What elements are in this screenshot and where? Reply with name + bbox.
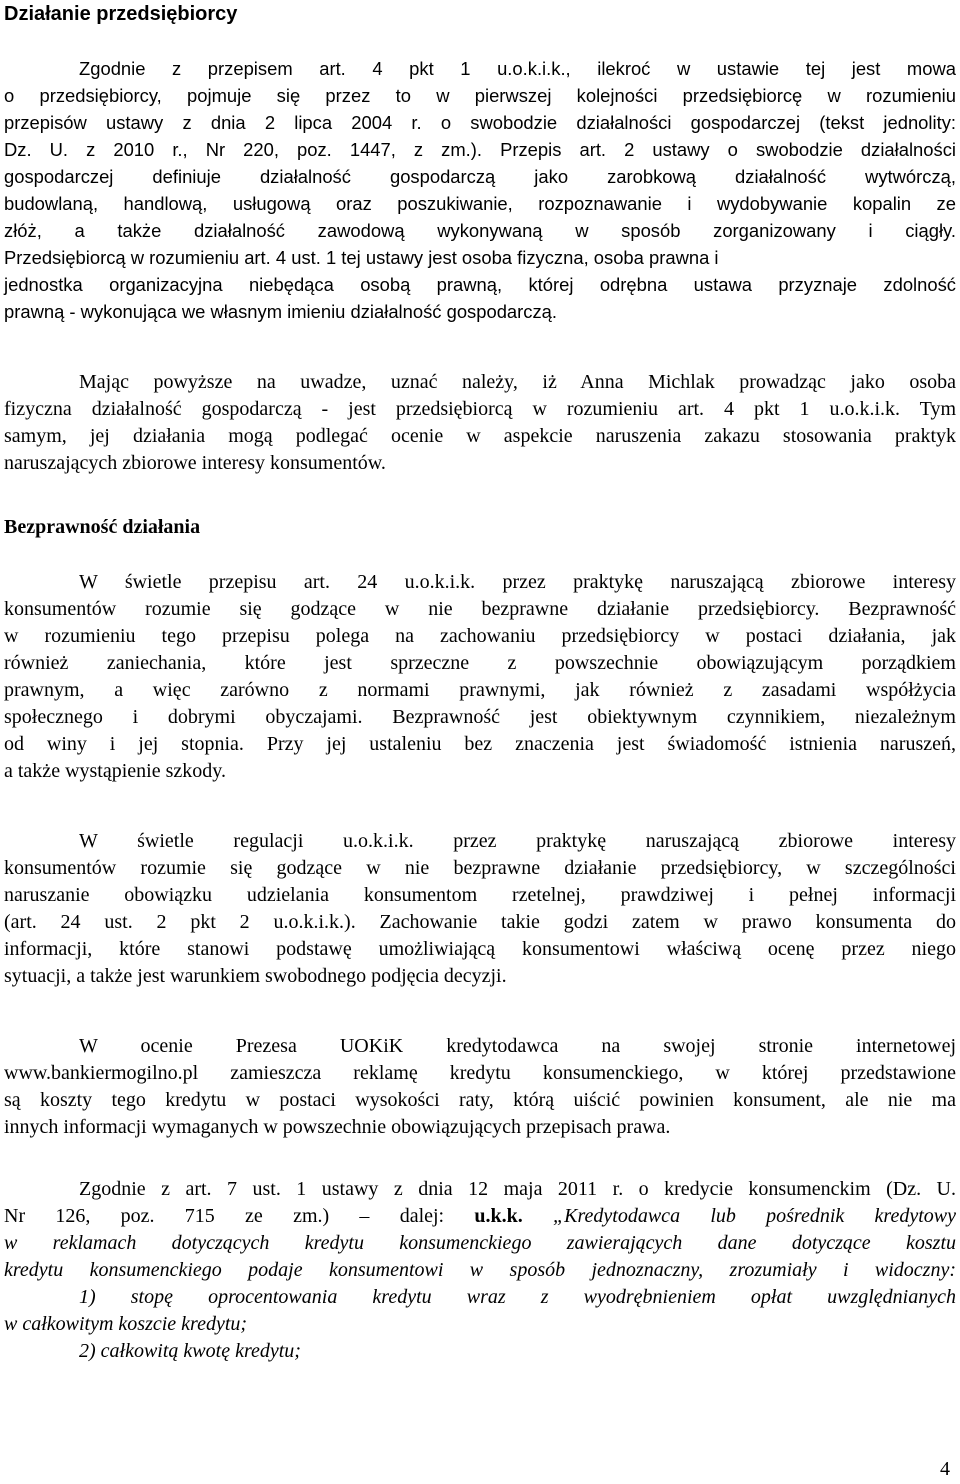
paragraph-line: Zgodnie z art. 7 ust. 1 ustawy z dnia 12 maja 2011 r. o kredycie konsumenckim (Dz. U. (79, 1178, 956, 1200)
paragraph-text: Nr 126, poz. 715 ze zm.) – dalej: (4, 1205, 475, 1227)
quote-line: kredytu konsumenckiego podaje konsumentowi w sposób jednoznaczny, zrozumiały i widoczny: (4, 1259, 956, 1281)
quote-list-item: 2) całkowitą kwotę kredytu; (79, 1340, 301, 1362)
paragraph-line: Dz. U. z 2010 r., Nr 220, poz. 1447, z zm.). Przepis art. 2 ustawy o swobodzie działalności (4, 139, 956, 160)
paragraph-line: prawnym, a więc zarówno z normami prawnymi, jak również z zasadami współżycia (4, 679, 956, 701)
paragraph-line: Mając powyższe na uwadze, uznać należy, iż Anna Michlak prowadząc jako osoba (79, 371, 956, 393)
paragraph-line: Zgodnie z przepisem art. 4 pkt 1 u.o.k.i.k., ilekroć w ustawie tej jest mowa (79, 58, 956, 79)
paragraph-line: Przedsiębiorcą w rozumieniu art. 4 ust. 1 tej ustawy jest osoba fizyczna, osoba prawna i (4, 247, 719, 268)
paragraph-line: gospodarczej definiuje działalność gospodarczą jako zarobkową działalność wytwórczą, (4, 166, 956, 187)
quote-list-item: 1) stopę oprocentowania kredytu wraz z wyodrębnieniem opłat uwzględnianych (79, 1286, 956, 1308)
paragraph-line: budowlaną, handlową, usługową oraz poszukiwanie, rozpoznawanie i wydobywanie kopalin ze (4, 193, 956, 214)
paragraph-line: od winy i jej stopnia. Przy jej ustaleniu bez znaczenia jest świadomość istnienia naruszeń, (4, 733, 956, 755)
section-heading: Bezprawność działania (4, 516, 201, 538)
paragraph-line: informacji, które stanowi podstawę umożliwiającą konsumentowi właściwą ocenę przez niego (4, 938, 956, 960)
paragraph-line: W świetle przepisu art. 24 u.o.k.i.k. przez praktykę naruszającą zbiorowe interesy (79, 571, 956, 593)
paragraph-line: przepisów ustawy z dnia 2 lipca 2004 r. o swobodzie działalności gospodarczej (tekst jednolity: (4, 112, 956, 133)
paragraph-line: również zaniechania, które jest sprzeczne z powszechnie obowiązującym porządkiem (4, 652, 956, 674)
paragraph-line: złóż, a także działalność zawodową wykonywaną w sposób zorganizowany i ciągły. (4, 220, 956, 241)
paragraph-line: jednostka organizacyjna niebędąca osobą prawną, której odrębna ustawa przyznaje zdolność (4, 274, 956, 295)
paragraph-line: samym, jej działania mogą podlegać ocenie w aspekcie naruszenia zakazu stosowania praktyk (4, 425, 956, 447)
paragraph-line: fizyczna działalność gospodarczą - jest przedsiębiorcą w rozumieniu art. 4 pkt 1 u.o.k.i.k. Tym (4, 398, 956, 420)
paragraph-line: naruszanie obowiązku udzielania konsumentom rzetelnej, prawdziwej i pełnej informacji (4, 884, 956, 906)
paragraph-line: prawną - wykonująca we własnym imieniu działalność gospodarczą. (4, 301, 558, 322)
paragraph-line: społecznego i dobrymi obyczajami. Bezprawność jest obiektywnym czynnikiem, niezależnym (4, 706, 956, 728)
quote-text: „Kredytodawca lub pośrednik kredytowy (522, 1205, 956, 1227)
page-number: 4 (940, 1458, 950, 1480)
paragraph-line: konsumentów rozumie się godzące w nie bezprawne działanie przedsiębiorcy, w szczególności (4, 857, 956, 879)
abbreviation-term: u.k.k. (474, 1205, 523, 1227)
paragraph-line: a także wystąpienie szkody. (4, 760, 226, 782)
paragraph-line: sytuacji, a także jest warunkiem swobodnego podjęcia decyzji. (4, 965, 507, 987)
paragraph-line: (art. 24 ust. 2 pkt 2 u.o.k.i.k.). Zachowanie takie godzi zatem w prawo konsumenta do (4, 911, 956, 933)
paragraph-line: o przedsiębiorcy, pojmuje się przez to w pierwszej kolejności przedsiębiorcę w rozumieniu (4, 85, 956, 106)
paragraph-line: W świetle regulacji u.o.k.i.k. przez praktykę naruszającą zbiorowe interesy (79, 830, 956, 852)
paragraph-line: są koszty tego kredytu w postaci wysokości raty, którą uiścić powinien konsument, ale nie ma (4, 1089, 956, 1111)
paragraph-line: www.bankiermogilno.pl zamieszcza reklamę kredytu konsumenckiego, w której przedstawione (4, 1062, 956, 1084)
paragraph-line: naruszających zbiorowe interesy konsumentów. (4, 452, 386, 474)
paragraph-line: w rozumieniu tego przepisu polega na zachowaniu przedsiębiorcy w postaci działania, jak (4, 625, 956, 647)
section-heading: Działanie przedsiębiorcy (4, 3, 238, 25)
quote-line: w reklamach dotyczących kredytu konsumenckiego zawierających dane dotyczące kosztu (4, 1232, 956, 1254)
paragraph-line (4, 1203, 956, 1230)
paragraph-line: innych informacji wymaganych w powszechnie obowiązujących przepisach prawa. (4, 1116, 671, 1138)
paragraph-line: W ocenie Prezesa UOKiK kredytodawca na swojej stronie internetowej (79, 1035, 956, 1057)
quote-line: w całkowitym koszcie kredytu; (4, 1313, 248, 1335)
paragraph-line: konsumentów rozumie się godzące w nie bezprawne działanie przedsiębiorcy. Bezprawność (4, 598, 956, 620)
